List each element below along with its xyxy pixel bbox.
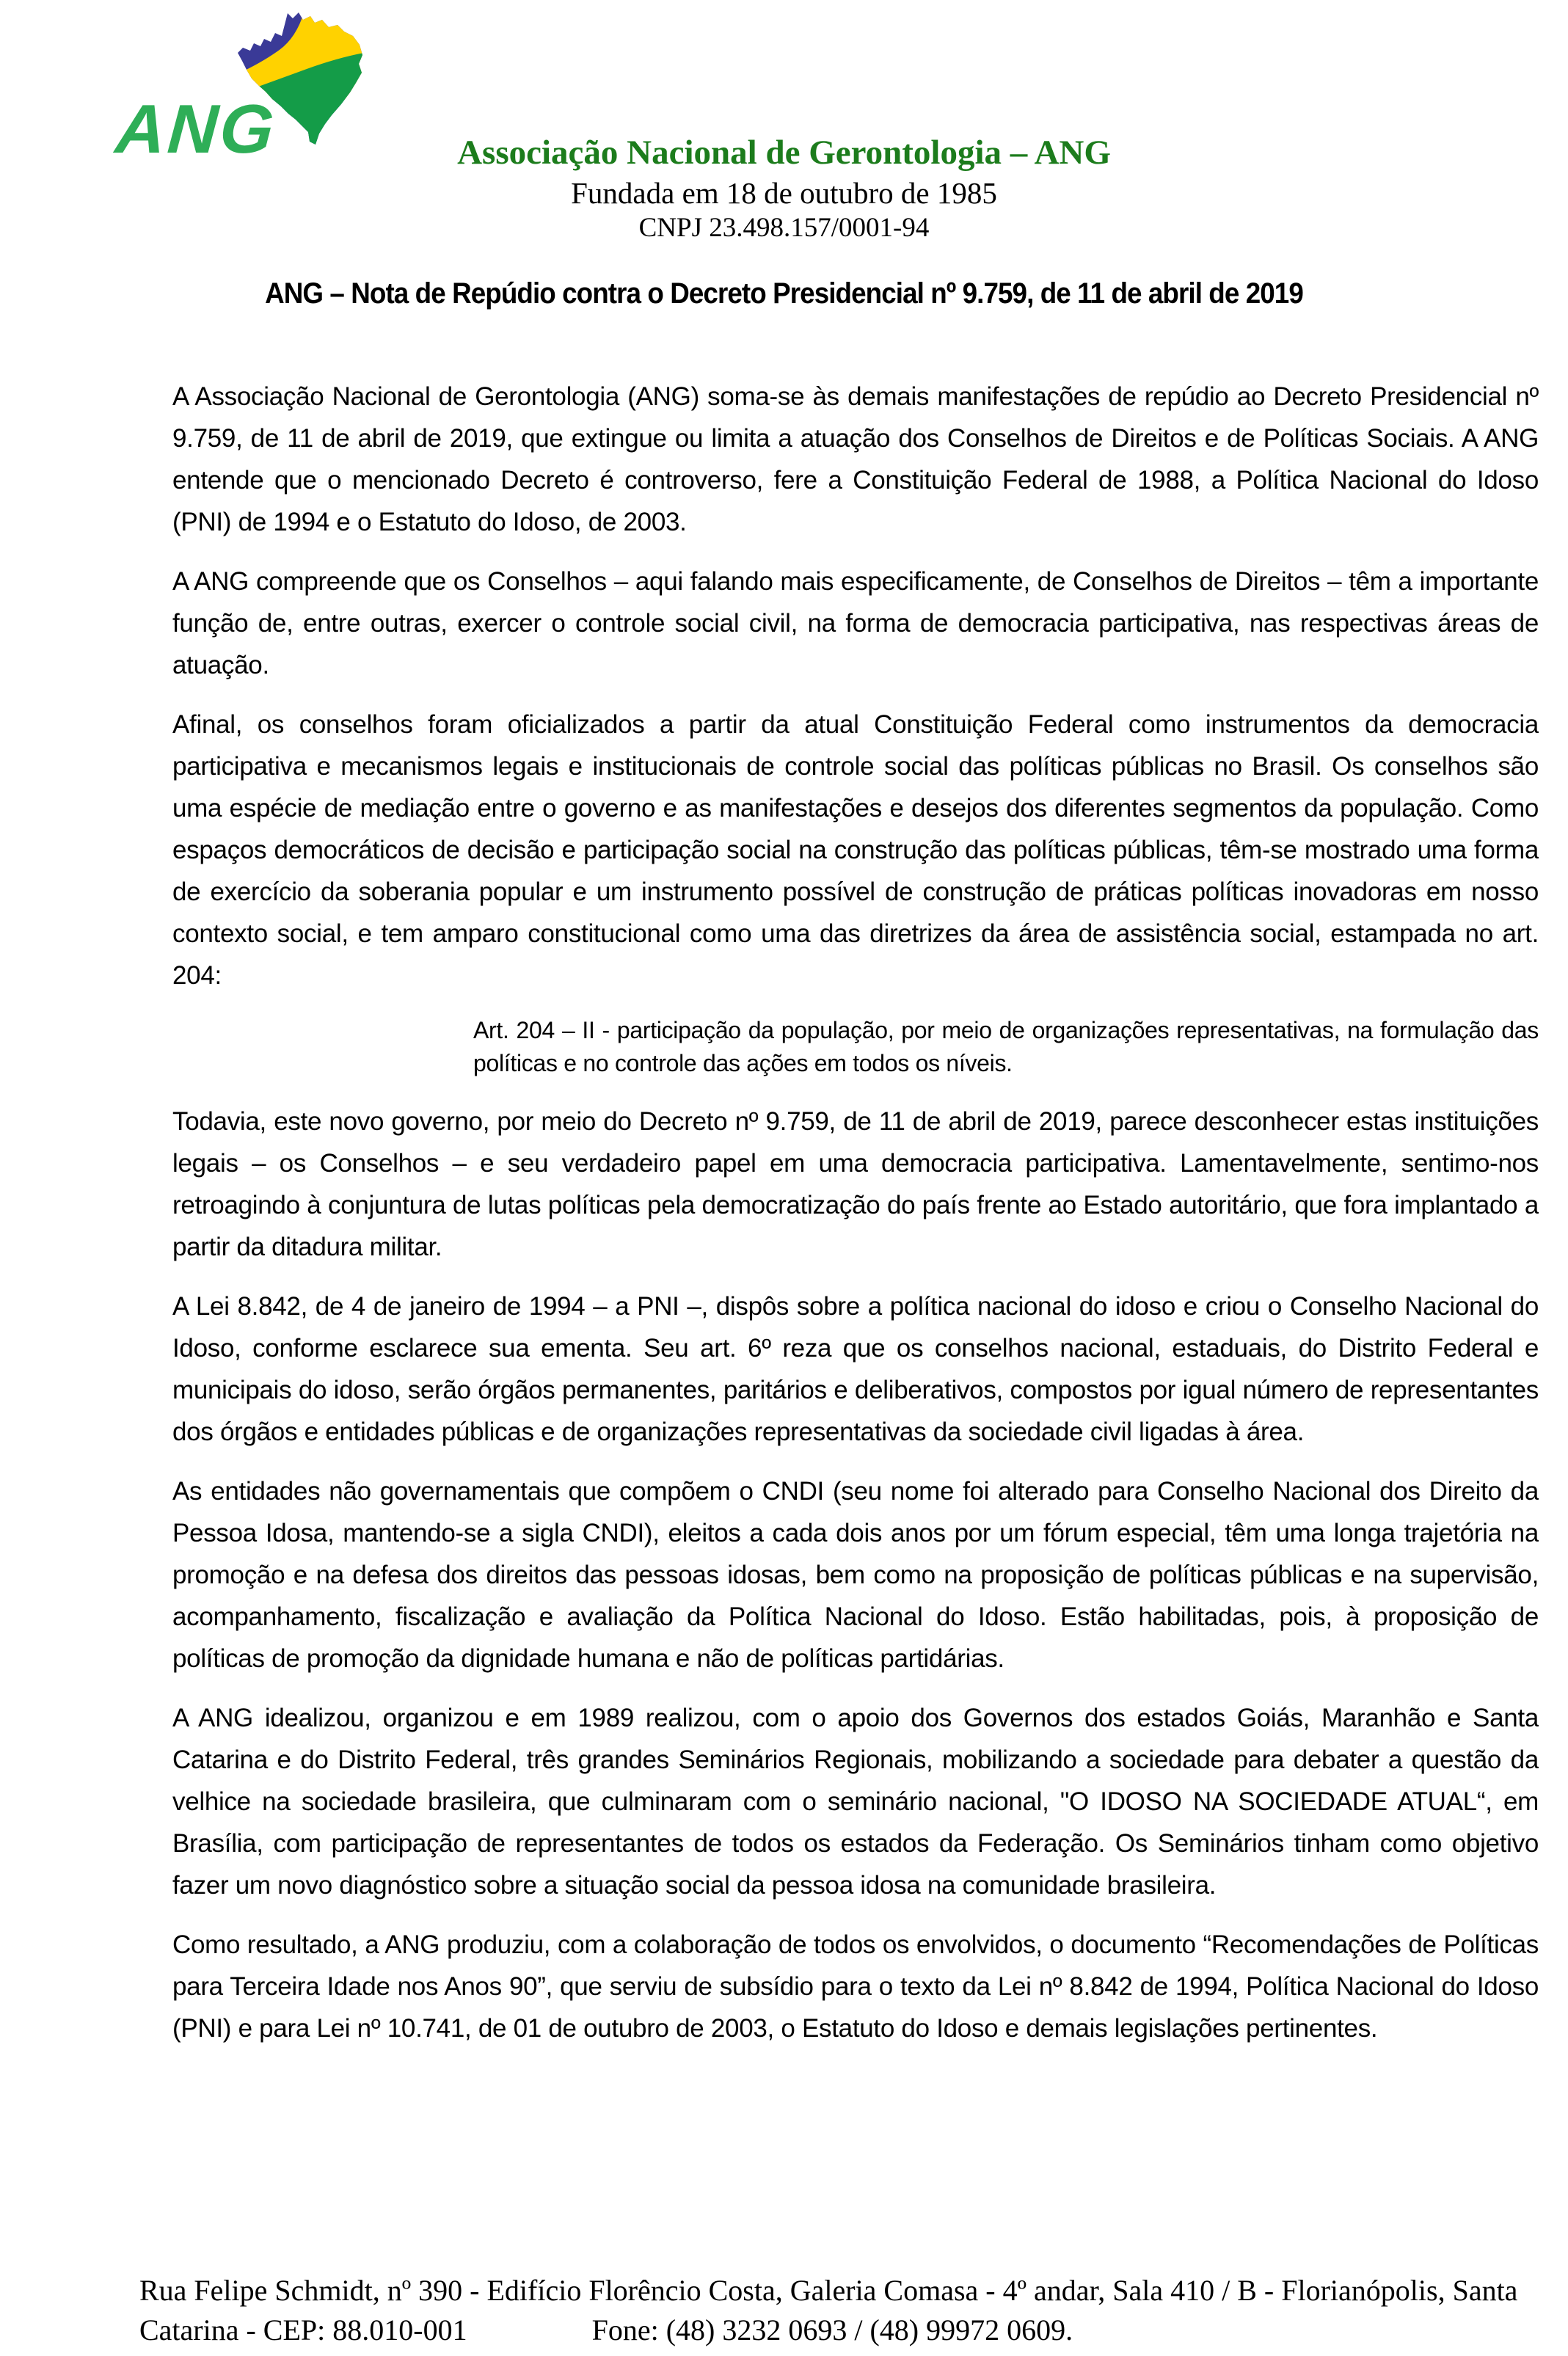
paragraph-7: A ANG idealizou, organizou e em 1989 realizou, com o apoio dos Governos dos estados Goiás, Maranhão e Santa Catarina e do Distrito Federal, três grandes Seminários Regionais, mobilizando a sociedade para debater a questão da velhice na sociedade brasileira, que culminaram com o seminário nacional, "O IDOSO NA SOCIEDADE ATUAL“, em Brasília, com participação de representantes de todos os estados da Federação. Os Seminários tinham como objetivo fazer um novo diagnóstico sobre a situação social da pessoa idosa na comunidade brasileira. — [172, 1704, 1539, 1900]
constitution-quote: Art. 204 – II - participação da população, por meio de organizações representativas, na formulação das políticas e no controle das ações em todos os níveis. — [473, 1017, 1539, 1076]
paragraph-1: A Associação Nacional de Gerontologia (ANG) soma-se às demais manifestações de repúdio ao Decreto Presidencial nº 9.759, de 11 de abril de 2019, que extingue ou limita a atuação dos Conselhos de Direitos e de Políticas Sociais. A ANG entende que o mencionado Decreto é controverso, fere a Constituição Federal de 1988, a Política Nacional do Idoso (PNI) de 1994 e o Estatuto do Idoso, de 2003. — [172, 382, 1539, 536]
ang-logo-acronym: ANG — [113, 90, 279, 167]
footer-line-2 — [139, 2311, 1519, 2350]
org-name: Associação Nacional de Gerontologia – ANG — [457, 134, 1111, 172]
cnpj-line: CNPJ 23.498.157/0001-94 — [638, 213, 930, 243]
paragraph-4: Todavia, este novo governo, por meio do Decreto nº 9.759, de 11 de abril de 2019, parece desconhecer estas instituições legais – os Conselhos – e seu verdadeiro papel em uma democracia participativa. Lamentavelmente, sentimo-nos retroagindo à conjuntura de lutas políticas pela democratização do país frente ao Estado autoritário, que fora implantado a partir da ditadura militar. — [172, 1107, 1539, 1261]
paragraph-8: Como resultado, a ANG produziu, com a colaboração de todos os envolvidos, o documento “Recomendações de Políticas para Terceira Idade nos Anos 90”, que serviu de subsídio para o texto da Lei nº 8.842 de 1994, Política Nacional do Idoso (PNI) e para Lei nº 10.741, de 01 de outubro de 2003, o Estatuto do Idoso e demais legislações pertinentes. — [172, 1930, 1539, 2043]
paragraph-3: Afinal, os conselhos foram oficializados a partir da atual Constituição Federal como instrumentos da democracia participativa e mecanismos legais e institucionais de controle social das políticas públicas no Brasil. Os conselhos são uma espécie de mediação entre o governo e as manifestações e desejos dos diferentes segmentos da população. Como espaços democráticos de decisão e participação social na construção das políticas públicas, têm-se mostrado uma forma de exercício da soberania popular e um instrumento possível de construção de práticas políticas inovadoras em nosso contexto social, e tem amparo constitucional como uma das diretrizes da área de assistência social, estampada no art. 204: — [172, 710, 1539, 990]
paragraph-5: A Lei 8.842, de 4 de janeiro de 1994 – a PNI –, dispôs sobre a política nacional do idoso e criou o Conselho Nacional do Idoso, conforme esclarece sua ementa. Seu art. 6º reza que os conselhos nacional, estaduais, do Distrito Federal e municipais do idoso, serão órgãos permanentes, paritários e deliberativos, compostos por igual número de representantes dos órgãos e entidades públicas e de organizações representativas da sociedade civil ligadas à área. — [172, 1292, 1539, 1446]
address-footer — [139, 2271, 1519, 2350]
paragraph-6: As entidades não governamentais que compõem o CNDI (seu nome foi alterado para Conselho Nacional dos Direito da Pessoa Idosa, mantendo-se a sigla CNDI), eleitos a cada dois anos por um fórum especial, têm uma longa trajetória na promoção e na defesa dos direitos das pessoas idosas, bem como na proposição de políticas públicas e na supervisão, acompanhamento, fiscalização e avaliação da Política Nacional do Idoso. Estão habilitadas, pois, à proposição de políticas de promoção da dignidade humana e não de políticas partidárias. — [172, 1477, 1539, 1673]
brazil-map-icon — [217, 10, 364, 150]
footer-phone: Fone: (48) 3232 0693 / (48) 99972 0609. — [591, 2313, 1073, 2346]
letterhead — [0, 134, 1568, 244]
paragraph-2: A ANG compreende que os Conselhos – aqui falando mais especificamente, de Conselhos de Direitos – têm a importante função de, entre outras, exercer o controle social civil, na forma de democracia participativa, nas respectivas áreas de atuação. — [172, 567, 1539, 679]
note-title: ANG – Nota de Repúdio contra o Decreto Presidencial nº 9.759, de 11 de abril de 2019 — [265, 277, 1303, 310]
founded-line: Fundada em 18 de outubro de 1985 — [571, 176, 997, 210]
footer-line-1: Rua Felipe Schmidt, nº 390 - Edifício Florêncio Costa, Galeria Comasa - 4º andar, Sala 410 / B - Florianópolis, Santa — [139, 2274, 1518, 2307]
note-body — [172, 376, 1539, 2067]
footer-cep: Catarina - CEP: 88.010-001 — [139, 2313, 467, 2346]
